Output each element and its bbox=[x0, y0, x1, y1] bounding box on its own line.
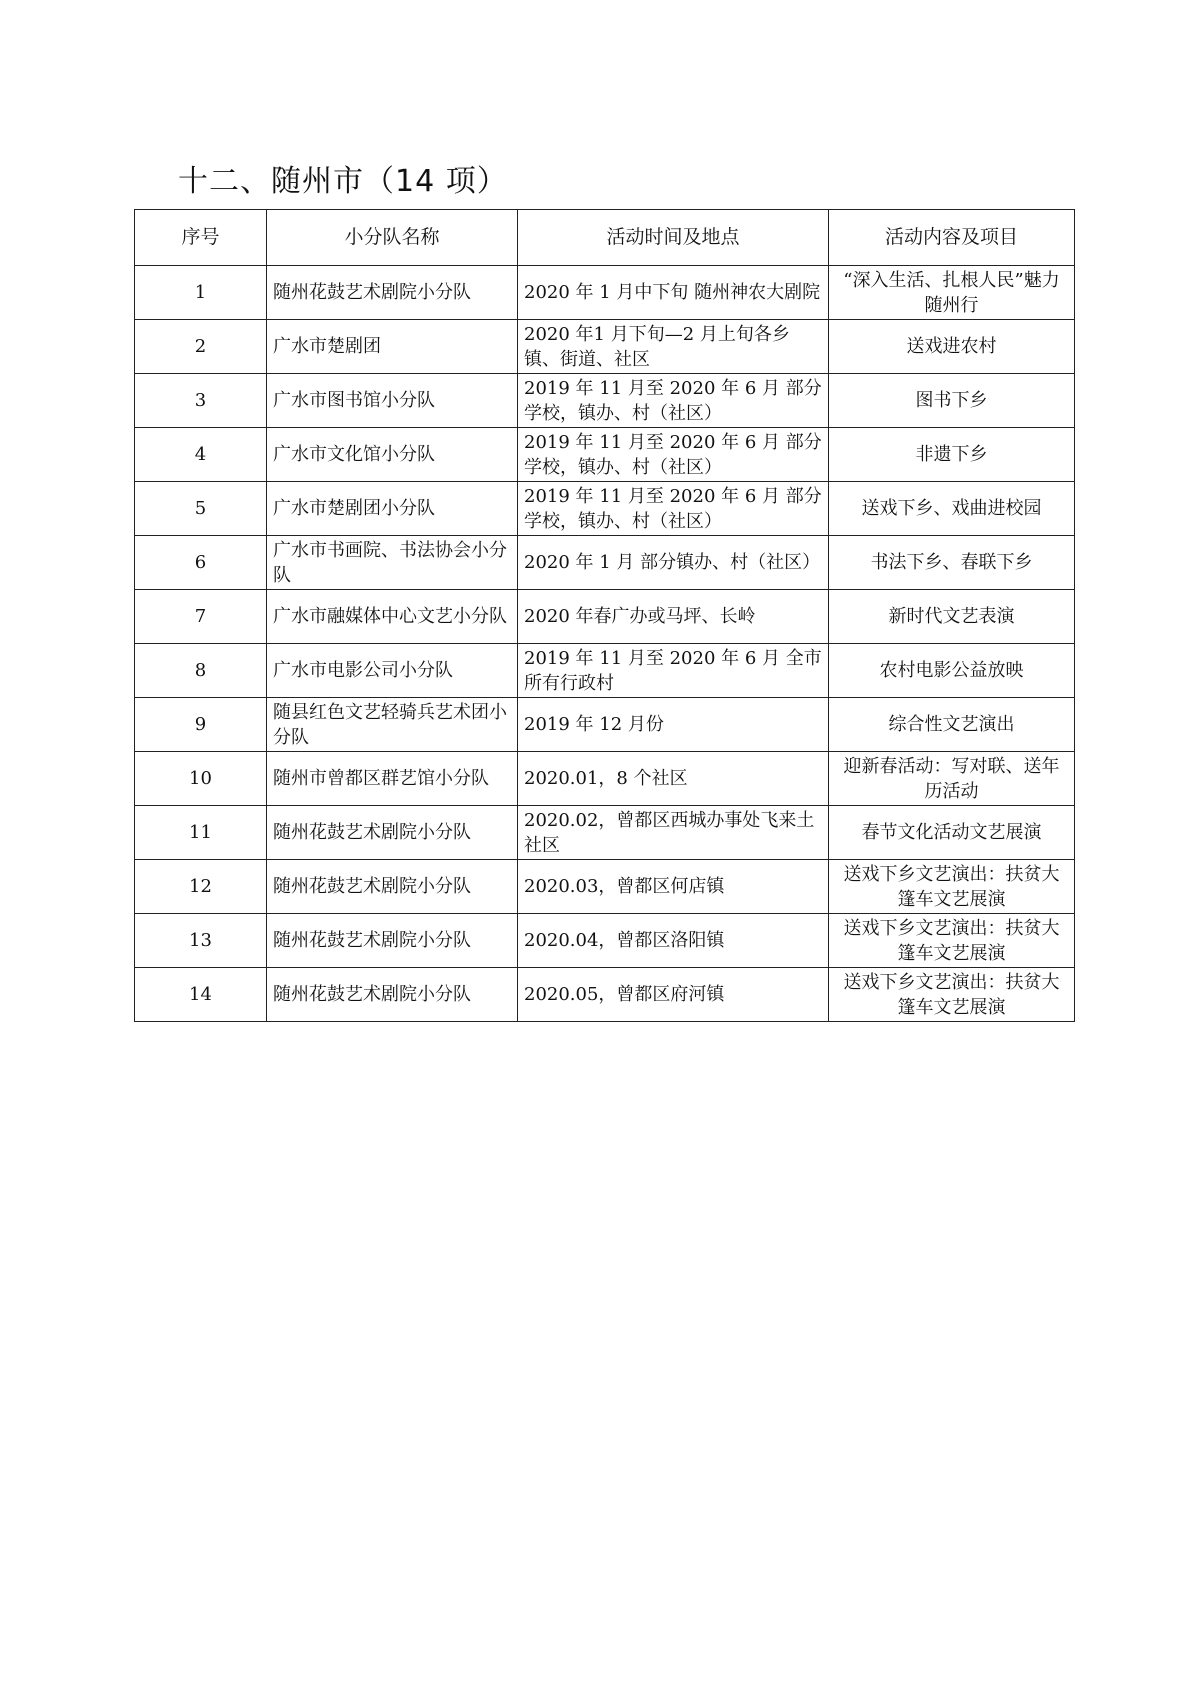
table-row bbox=[135, 428, 1075, 482]
cell-time-place: 2020 年 1 月中下旬 随州神农大剧院 bbox=[518, 266, 829, 320]
cell-team-name: 广水市楚剧团 bbox=[267, 320, 518, 374]
cell-team-name: 随州花鼓艺术剧院小分队 bbox=[267, 914, 518, 968]
cell-serial-number: 8 bbox=[135, 644, 267, 698]
cell-content: 新时代文艺表演 bbox=[829, 590, 1075, 644]
cell-content: 送戏下乡、戏曲进校园 bbox=[829, 482, 1075, 536]
cell-team-name: 广水市电影公司小分队 bbox=[267, 644, 518, 698]
table-row bbox=[135, 968, 1075, 1022]
cell-content: 迎新春活动：写对联、送年历活动 bbox=[829, 752, 1075, 806]
activity-table bbox=[134, 209, 1075, 1022]
table-row bbox=[135, 374, 1075, 428]
cell-team-name: 随州花鼓艺术剧院小分队 bbox=[267, 860, 518, 914]
cell-content: 送戏下乡文艺演出：扶贫大篷车文艺展演 bbox=[829, 860, 1075, 914]
cell-time-place: 2020.02，曾都区西城办事处飞来土社区 bbox=[518, 806, 829, 860]
cell-time-place: 2019 年 11 月至 2020 年 6 月 部分学校，镇办、村（社区） bbox=[518, 482, 829, 536]
cell-serial-number: 6 bbox=[135, 536, 267, 590]
cell-content: 农村电影公益放映 bbox=[829, 644, 1075, 698]
cell-serial-number: 3 bbox=[135, 374, 267, 428]
page-title: 十二、随州市（14 项） bbox=[178, 164, 508, 199]
cell-team-name: 广水市图书馆小分队 bbox=[267, 374, 518, 428]
cell-team-name: 随县红色文艺轻骑兵艺术团小分队 bbox=[267, 698, 518, 752]
cell-team-name: 广水市楚剧团小分队 bbox=[267, 482, 518, 536]
table-row bbox=[135, 752, 1075, 806]
cell-time-place: 2020.01，8 个社区 bbox=[518, 752, 829, 806]
cell-time-place: 2020.05，曾都区府河镇 bbox=[518, 968, 829, 1022]
cell-content: 综合性文艺演出 bbox=[829, 698, 1075, 752]
cell-serial-number: 2 bbox=[135, 320, 267, 374]
cell-team-name: 广水市融媒体中心文艺小分队 bbox=[267, 590, 518, 644]
cell-team-name: 随州花鼓艺术剧院小分队 bbox=[267, 968, 518, 1022]
cell-content: 春节文化活动文艺展演 bbox=[829, 806, 1075, 860]
cell-content: 非遗下乡 bbox=[829, 428, 1075, 482]
table-row bbox=[135, 698, 1075, 752]
cell-serial-number: 7 bbox=[135, 590, 267, 644]
cell-time-place: 2019 年 11 月至 2020 年 6 月 部分学校，镇办、村（社区） bbox=[518, 374, 829, 428]
table-row bbox=[135, 806, 1075, 860]
table-row bbox=[135, 482, 1075, 536]
cell-serial-number: 14 bbox=[135, 968, 267, 1022]
cell-time-place: 2020 年春广办或马坪、长岭 bbox=[518, 590, 829, 644]
cell-serial-number: 11 bbox=[135, 806, 267, 860]
table-header-row bbox=[135, 210, 1075, 266]
cell-team-name: 广水市文化馆小分队 bbox=[267, 428, 518, 482]
cell-time-place: 2020.04，曾都区洛阳镇 bbox=[518, 914, 829, 968]
cell-serial-number: 5 bbox=[135, 482, 267, 536]
table-row bbox=[135, 320, 1075, 374]
cell-time-place: 2019 年 11 月至 2020 年 6 月 全市所有行政村 bbox=[518, 644, 829, 698]
cell-content: “深入生活、扎根人民”魅力随州行 bbox=[829, 266, 1075, 320]
cell-content: 送戏下乡文艺演出：扶贫大篷车文艺展演 bbox=[829, 968, 1075, 1022]
header-team-name: 小分队名称 bbox=[267, 210, 518, 266]
cell-content: 图书下乡 bbox=[829, 374, 1075, 428]
table-row bbox=[135, 644, 1075, 698]
cell-serial-number: 1 bbox=[135, 266, 267, 320]
table-row bbox=[135, 590, 1075, 644]
cell-team-name: 随州花鼓艺术剧院小分队 bbox=[267, 806, 518, 860]
header-serial-number: 序号 bbox=[135, 210, 267, 266]
header-content: 活动内容及项目 bbox=[829, 210, 1075, 266]
header-time-place: 活动时间及地点 bbox=[518, 210, 829, 266]
table-row bbox=[135, 266, 1075, 320]
cell-serial-number: 9 bbox=[135, 698, 267, 752]
cell-content: 送戏进农村 bbox=[829, 320, 1075, 374]
cell-time-place: 2020.03，曾都区何店镇 bbox=[518, 860, 829, 914]
cell-team-name: 随州市曾都区群艺馆小分队 bbox=[267, 752, 518, 806]
cell-team-name: 随州花鼓艺术剧院小分队 bbox=[267, 266, 518, 320]
table-row bbox=[135, 860, 1075, 914]
table-row bbox=[135, 536, 1075, 590]
cell-content: 书法下乡、春联下乡 bbox=[829, 536, 1075, 590]
cell-serial-number: 12 bbox=[135, 860, 267, 914]
cell-serial-number: 10 bbox=[135, 752, 267, 806]
cell-time-place: 2020 年1 月下旬—2 月上旬各乡镇、街道、社区 bbox=[518, 320, 829, 374]
cell-team-name: 广水市书画院、书法协会小分队 bbox=[267, 536, 518, 590]
cell-time-place: 2019 年 11 月至 2020 年 6 月 部分学校，镇办、村（社区） bbox=[518, 428, 829, 482]
cell-serial-number: 13 bbox=[135, 914, 267, 968]
cell-time-place: 2020 年 1 月 部分镇办、村（社区） bbox=[518, 536, 829, 590]
cell-content: 送戏下乡文艺演出：扶贫大篷车文艺展演 bbox=[829, 914, 1075, 968]
cell-serial-number: 4 bbox=[135, 428, 267, 482]
table-row bbox=[135, 914, 1075, 968]
cell-time-place: 2019 年 12 月份 bbox=[518, 698, 829, 752]
